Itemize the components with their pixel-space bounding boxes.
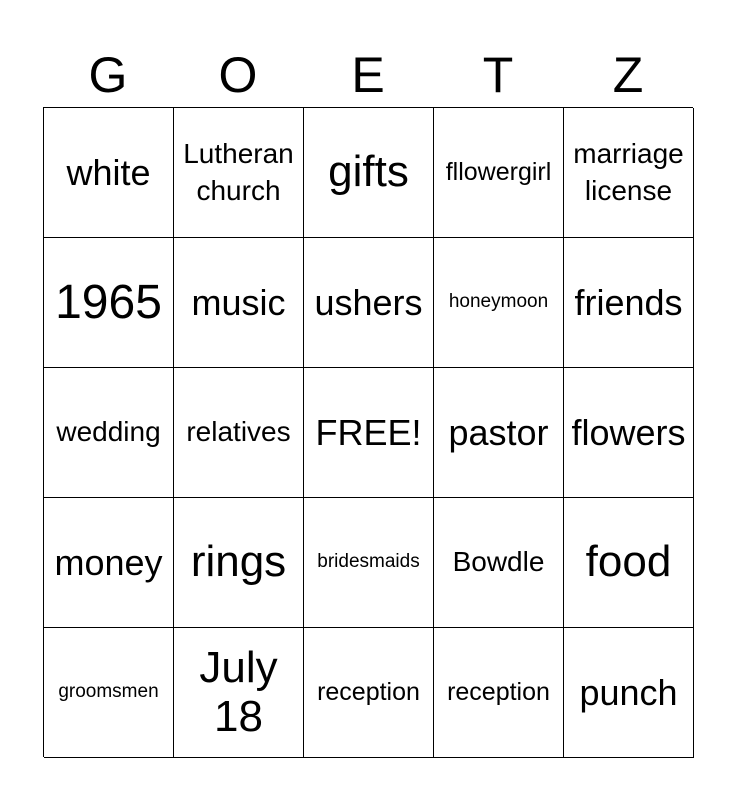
bingo-board	[43, 107, 693, 757]
bingo-cell[interactable]: gifts	[304, 108, 434, 238]
bingo-cell[interactable]: wedding	[44, 368, 174, 498]
bingo-cell[interactable]: reception	[434, 628, 564, 758]
bingo-cell[interactable]: 1965	[44, 238, 174, 368]
bingo-cell[interactable]: rings	[174, 498, 304, 628]
header-letter-o: O	[218, 47, 258, 103]
bingo-cell[interactable]: music	[174, 238, 304, 368]
header-letter-z: Z	[612, 47, 644, 103]
bingo-cell[interactable]: relatives	[174, 368, 304, 498]
bingo-cell[interactable]: money	[44, 498, 174, 628]
bingo-cell[interactable]: fllowergirl	[434, 108, 564, 238]
bingo-cell[interactable]: reception	[304, 628, 434, 758]
header-letter-t: T	[482, 47, 514, 103]
bingo-cell[interactable]: Lutheran church	[174, 108, 304, 238]
bingo-cell[interactable]: flowers	[564, 368, 694, 498]
bingo-cell[interactable]: honeymoon	[434, 238, 564, 368]
bingo-header	[43, 44, 693, 106]
bingo-cell[interactable]: friends	[564, 238, 694, 368]
bingo-cell[interactable]: punch	[564, 628, 694, 758]
header-letter-e: E	[351, 47, 385, 103]
bingo-cell[interactable]: food	[564, 498, 694, 628]
header-letter-g: G	[88, 47, 128, 103]
bingo-cell[interactable]: groomsmen	[44, 628, 174, 758]
bingo-cell[interactable]: Bowdle	[434, 498, 564, 628]
bingo-cell[interactable]: ushers	[304, 238, 434, 368]
bingo-cell[interactable]: July 18	[174, 628, 304, 758]
bingo-cell[interactable]: bridesmaids	[304, 498, 434, 628]
bingo-cell[interactable]: marriage license	[564, 108, 694, 238]
bingo-cell[interactable]: pastor	[434, 368, 564, 498]
bingo-cell[interactable]: white	[44, 108, 174, 238]
free-space-cell[interactable]: FREE!	[304, 368, 434, 498]
